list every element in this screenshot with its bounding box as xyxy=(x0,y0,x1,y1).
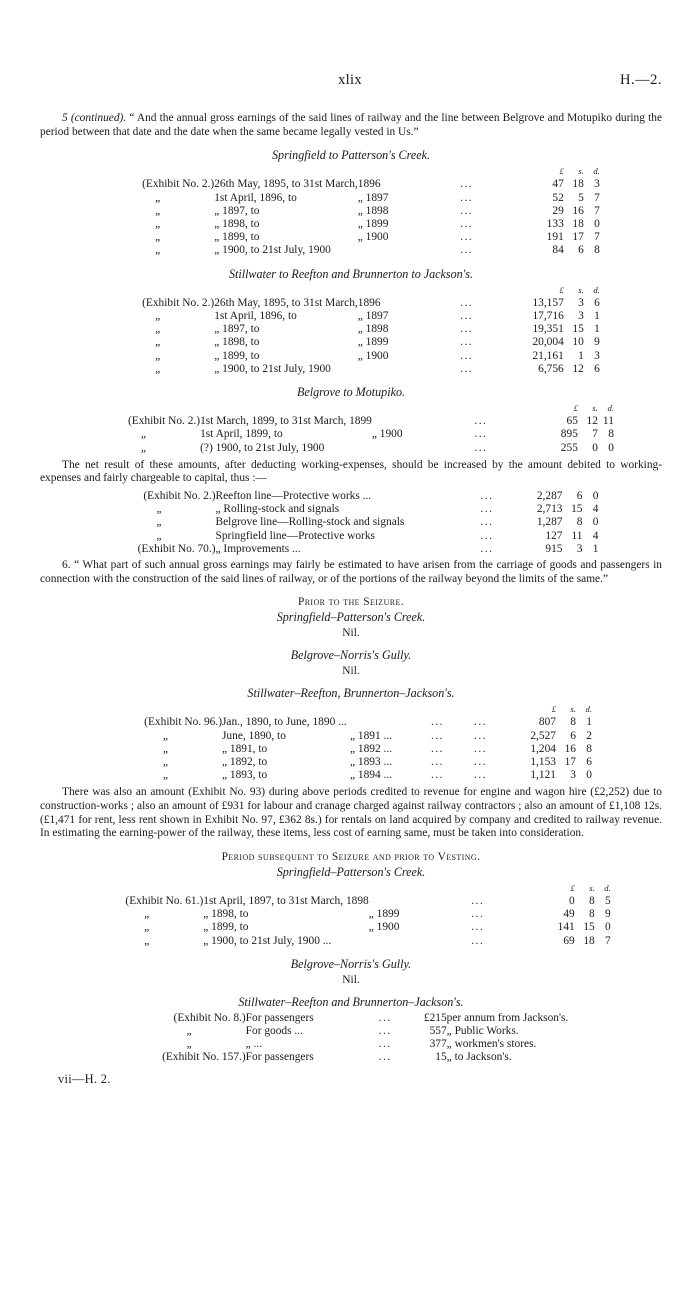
table-row: „ June, 1890, to „ 1891 ... ... ... 2,527 6 2 xyxy=(162,729,592,742)
subheading-belgrove-norris-2: Belgrove–Norris's Gully. xyxy=(290,956,412,971)
folio-right: H.—2. xyxy=(620,72,662,88)
table-row: „ „ ... ... 377 „ workmen's stores. xyxy=(186,1038,537,1051)
subheading-belgrove-norris: Belgrove–Norris's Gully. xyxy=(290,648,412,663)
table-row: (Exhibit No. 70.) „ Improvements ... ... 915 3 1 xyxy=(137,542,599,555)
table-stillwater-earnings xyxy=(102,284,600,376)
table-row: „ „ 1899, to „ 1900 ... 191 17 7 xyxy=(155,231,600,244)
table-header-row xyxy=(110,703,592,716)
col-shillings: s. xyxy=(578,166,584,177)
table-row: „ 1st April, 1899, to „ 1900 ... 895 7 8 xyxy=(140,428,614,441)
col-pounds: £ xyxy=(559,284,564,295)
page-header xyxy=(0,72,700,112)
col-pence: d. xyxy=(585,704,592,715)
table-row: (Exhibit No. 61.) 1st April, 1897, to 31st March, 1898 ... 0 8 5 xyxy=(125,895,611,908)
col-shillings: s. xyxy=(589,882,595,893)
net-result-paragraph: The net result of these amounts, after deducting working-expenses, should be increased by the amount debited to working-expenses and fairly chargeable to capital, thus :— xyxy=(40,458,662,485)
table-row: „ „ 1892, to „ 1893 ... ... ... 1,153 17 6 xyxy=(162,756,592,769)
page-content xyxy=(0,112,700,1087)
col-pounds: £ xyxy=(573,403,578,414)
table-row: „ (?) 1900, to 21st July, 1900 ... 255 0 0 xyxy=(140,441,614,454)
table-row: „ „ 1898, to „ 1899 ... 20,004 10 9 xyxy=(155,336,600,349)
table-row: „ „ 1898, to „ 1899 ... 133 18 0 xyxy=(155,218,600,230)
table-header-row xyxy=(102,284,600,297)
table-header-row xyxy=(88,402,614,415)
table-row: (Exhibit No. 157.) For passengers ... 15 „ to Jackson's. xyxy=(162,1051,512,1064)
table-springfield-earnings xyxy=(102,165,600,257)
table-row: (Exhibit No. 2.) 26th May, 1895, to 31st March, 1896 ... 47 18 3 xyxy=(142,178,600,191)
table-row: „ Belgrove line—Rolling-stock and signals ... 1,287 8 0 xyxy=(156,516,599,529)
question-6-lead: 6. xyxy=(62,559,71,572)
table-row: „ „ 1891, to „ 1892 ... ... ... 1,204 16 8 xyxy=(162,742,592,755)
table-row: „ „ 1900, to 21st July, 1900 ... ... 69 18 7 xyxy=(144,934,611,947)
note-amount-paragraph: There was also an amount (Exhibit No. 93) during above periods credited to revenue for engine and wagon hire (£2,252) due to construction-works ; also an amount of £931 for labour and cranage charged against railway contractors ; also an amount of £1,108 12s. (£1,471 for rent, less rent shown in Exhibit No. 97, £362 8s.) for rentals on land acquired by company and credited to railway revenue. In estimating the earning-power of the railway, these items, less cost of earning same, must be taken into consideration. xyxy=(40,786,662,840)
table-row: „ „ 1898, to „ 1899 ... 49 8 9 xyxy=(144,908,611,921)
col-pence: d. xyxy=(593,166,600,177)
nil-springfield: Nil. xyxy=(342,627,360,640)
signature-mark: vii—H. 2. xyxy=(58,1071,111,1086)
subheading-springfield-pattersons-2: Springfield–Patterson's Creek. xyxy=(276,864,426,879)
table-header-row xyxy=(91,882,610,895)
table-capital-charges xyxy=(104,490,599,556)
table-row: „ „ 1900, to 21st July, 1900 ... 84 6 8 xyxy=(155,244,600,257)
table-row: „ „ 1899, to „ 1900 ... 141 15 0 xyxy=(144,921,611,934)
table-subsequent-stillwater xyxy=(134,1012,569,1065)
table-prior-seizure-stillwater xyxy=(110,703,592,782)
table-row: (Exhibit No. 96.) Jan., 1890, to June, 1890 ... ... ... 807 8 1 xyxy=(144,716,592,729)
table-subsequent-springfield xyxy=(91,882,610,948)
table-row: „ „ 1899, to „ 1900 ... 21,161 1 3 xyxy=(155,349,600,362)
section-title-stillwater: Stillwater to Reefton and Brunnerton to Jackson's. xyxy=(228,266,474,281)
col-shillings: s. xyxy=(578,284,584,295)
table-belgrove-earnings xyxy=(88,402,614,455)
col-shillings: s. xyxy=(570,704,576,715)
table-row: „ „ 1897, to „ 1898 ... 19,351 15 1 xyxy=(155,323,600,336)
col-pence: d. xyxy=(593,284,600,295)
question-6-text: “ What part of such annual gross earnings may fairly be estimated to have arisen from the carriage of goods and passengers in connection with the construction of the said lines of railway, or of the portions of the railway beyond the limits of the same.” xyxy=(40,559,662,585)
table-header-row xyxy=(102,165,600,178)
col-pounds: £ xyxy=(559,166,564,177)
nil-belgrove-2: Nil. xyxy=(342,973,360,986)
nil-belgrove: Nil. xyxy=(342,665,360,678)
question-6-paragraph xyxy=(40,559,662,586)
heading-period-subsequent: Period subsequent to Seizure and prior to Vesting. xyxy=(221,850,481,863)
heading-prior-to-seizure: Prior to the Seizure. xyxy=(297,596,405,609)
col-shillings: s. xyxy=(592,403,598,414)
table-row: (Exhibit No. 2.) 26th May, 1895, to 31st March, 1896 ... 13,157 3 6 xyxy=(142,296,600,309)
table-row: (Exhibit No. 2.) Reefton line—Protective works ... ... 2,287 6 0 xyxy=(143,490,599,503)
table-row: „ „ Rolling-stock and signals ... 2,713 15 4 xyxy=(156,503,599,516)
subheading-stillwater-reefton: Stillwater–Reefton, Brunnerton–Jackson's. xyxy=(247,686,455,701)
col-pence: d. xyxy=(607,403,614,414)
col-pounds: £ xyxy=(551,704,556,715)
table-row: „ 1st April, 1896, to „ 1897 ... 52 5 7 xyxy=(155,191,600,204)
intro-lead: 5 (continued). xyxy=(62,112,127,124)
intro-text: “ And the annual gross earnings of the said lines of railway and the line between Belgrove and Motupiko during the period between that date and the date when the same became legally vested in Us.” xyxy=(40,112,662,138)
table-row: „ For goods ... ... 557 „ Public Works. xyxy=(186,1025,519,1038)
table-row: (Exhibit No. 2.) 1st March, 1899, to 31st March, 1899 ... 65 12 11 xyxy=(127,415,614,428)
document-page xyxy=(0,72,700,1312)
table-row: „ „ 1893, to „ 1894 ... ... ... 1,121 3 0 xyxy=(162,769,592,782)
table-row: „ „ 1897, to „ 1898 ... 29 16 7 xyxy=(155,204,600,217)
subheading-stillwater-brunnerton: Stillwater–Reefton and Brunnerton–Jackson's. xyxy=(238,994,464,1009)
section-title-springfield: Springfield to Patterson's Creek. xyxy=(272,148,430,163)
section-title-belgrove: Belgrove to Motupiko. xyxy=(296,385,406,400)
col-pounds: £ xyxy=(570,882,575,893)
col-pence: d. xyxy=(604,882,611,893)
table-row: (Exhibit No. 8.) For passengers ... £215 per annum from Jackson's. xyxy=(173,1011,569,1024)
table-row: „ 1st April, 1896, to „ 1897 ... 17,716 3 1 xyxy=(155,310,600,323)
table-row: „ „ 1900, to 21st July, 1900 ... 6,756 12 6 xyxy=(155,362,600,375)
table-row: „ Springfield line—Protective works ... 127 11 4 xyxy=(156,529,599,542)
folio-center: xlix xyxy=(338,72,362,88)
subheading-springfield-pattersons: Springfield–Patterson's Creek. xyxy=(276,610,426,625)
intro-paragraph xyxy=(40,112,662,139)
